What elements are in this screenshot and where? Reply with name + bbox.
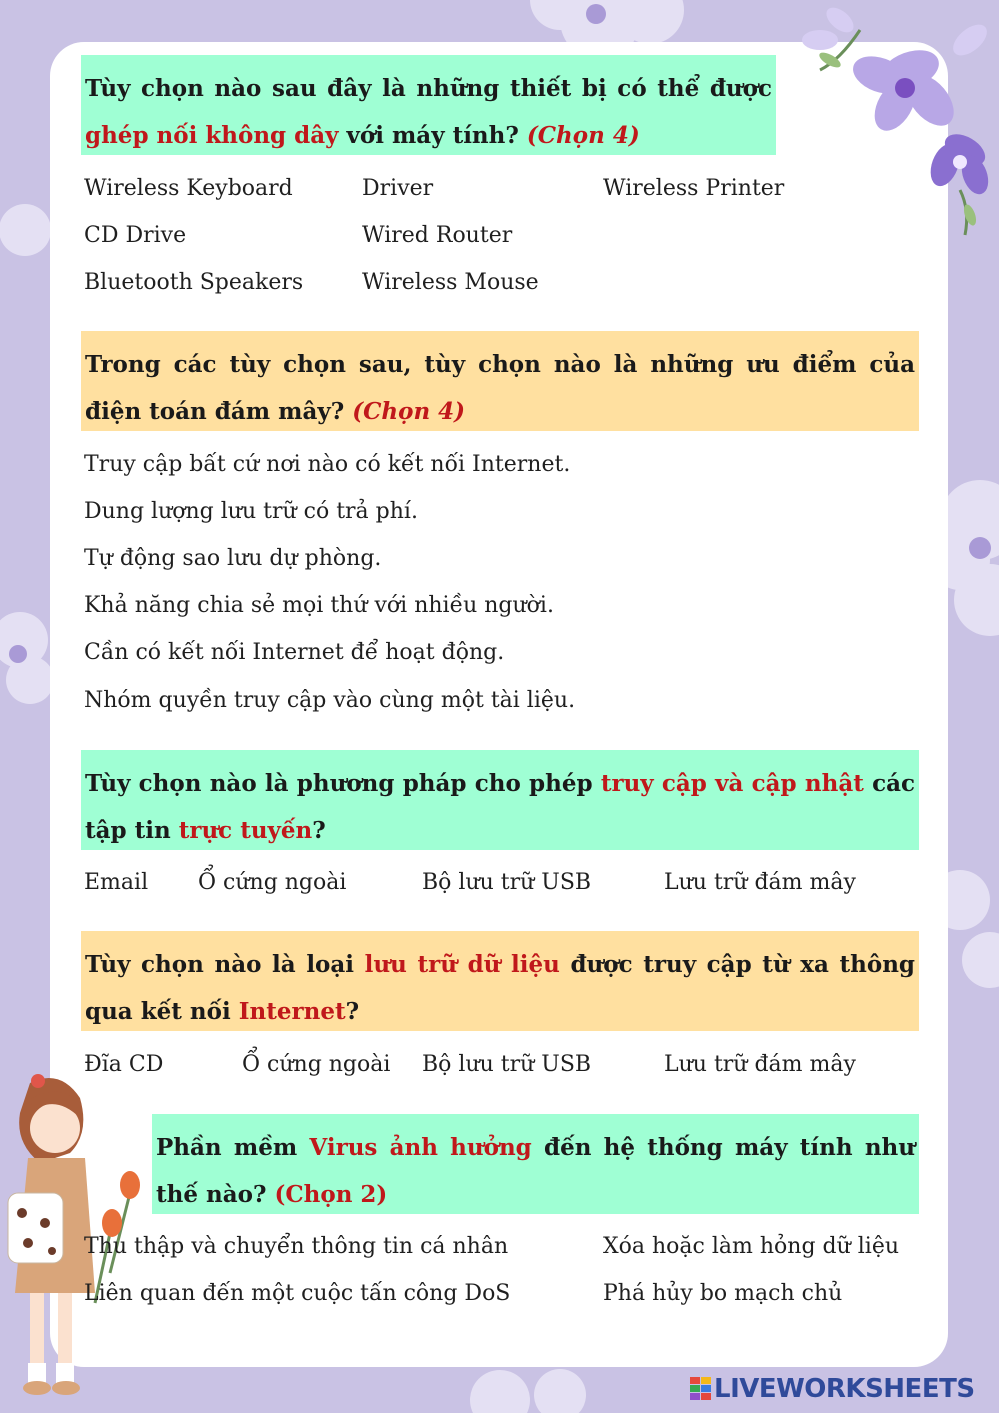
question-5-text: Phần mềm	[156, 1134, 310, 1161]
question-4-text-end: ?	[345, 998, 360, 1025]
q3-option-usb[interactable]: Bộ lưu trữ USB	[422, 870, 592, 895]
question-5-choose-count: (Chọn 2)	[274, 1181, 388, 1208]
q1-option-driver[interactable]: Driver	[362, 176, 434, 201]
q1-option-wireless-mouse[interactable]: Wireless Mouse	[362, 270, 539, 295]
question-1-highlight: ghép nối không dây	[85, 122, 339, 149]
question-3-highlight-2: trực tuyến	[178, 817, 313, 844]
question-2-choose-count: (Chọn 4)	[352, 398, 466, 425]
q1-option-bluetooth-speakers[interactable]: Bluetooth Speakers	[84, 270, 304, 295]
question-4-highlight-1: lưu trữ dữ liệu	[364, 951, 560, 978]
question-1-text-end: với máy tính?	[338, 122, 527, 149]
question-5	[152, 1114, 919, 1214]
q2-option-1[interactable]: Truy cập bất cứ nơi nào có kết nối Internet.	[84, 452, 571, 477]
liveworksheets-logo	[690, 1372, 975, 1406]
liveworksheets-mark-icon	[690, 1375, 712, 1403]
question-3-text: Tùy chọn nào là phương pháp cho phép	[85, 770, 601, 797]
question-3-highlight-1: truy cập và cập nhật	[600, 770, 864, 797]
q5-option-1[interactable]: Thu thập và chuyển thông tin cá nhân	[84, 1234, 509, 1259]
q4-option-usb[interactable]: Bộ lưu trữ USB	[422, 1052, 592, 1077]
q4-option-external-drive[interactable]: Ổ cứng ngoài	[242, 1052, 391, 1077]
question-4-highlight-2: Internet	[238, 998, 346, 1025]
q3-option-cloud[interactable]: Lưu trữ đám mây	[664, 870, 856, 895]
q1-option-cd-drive[interactable]: CD Drive	[84, 223, 187, 248]
flower-bouquet-decoration	[760, 0, 999, 240]
q2-option-5[interactable]: Cần có kết nối Internet để hoạt động.	[84, 640, 505, 665]
q4-option-cloud[interactable]: Lưu trữ đám mây	[664, 1052, 856, 1077]
question-5-text-end: đến hệ thống máy tính như thế nào?	[156, 1134, 915, 1208]
question-4-text-mid: được truy cập từ xa thông qua kết nối	[85, 951, 915, 1025]
q1-option-wired-router[interactable]: Wired Router	[362, 223, 513, 248]
liveworksheets-wordmark: LIVEWORKSHEETS	[714, 1374, 975, 1404]
question-1-text: Tùy chọn nào sau đây là những thiết bị có thể được	[85, 75, 772, 102]
q3-option-external-drive[interactable]: Ổ cứng ngoài	[198, 870, 347, 895]
q5-option-2[interactable]: Xóa hoặc làm hỏng dữ liệu	[603, 1234, 900, 1259]
question-3	[81, 750, 919, 850]
question-2	[81, 331, 919, 431]
question-1-choose-count: (Chọn 4)	[526, 122, 640, 149]
question-4-text: Tùy chọn nào là loại	[85, 951, 365, 978]
q5-option-3[interactable]: Liên quan đến một cuộc tấn công DoS	[84, 1281, 511, 1306]
q1-option-wireless-printer[interactable]: Wireless Printer	[603, 176, 785, 201]
question-5-highlight: Virus ảnh hưởng	[309, 1134, 532, 1161]
question-1	[81, 55, 776, 155]
q1-option-wireless-keyboard[interactable]: Wireless Keyboard	[84, 176, 293, 201]
q5-option-4[interactable]: Phá hủy bo mạch chủ	[603, 1281, 843, 1306]
q2-option-2[interactable]: Dung lượng lưu trữ có trả phí.	[84, 499, 418, 524]
q2-option-4[interactable]: Khả năng chia sẻ mọi thứ với nhiều người.	[84, 593, 554, 618]
q2-option-3[interactable]: Tự động sao lưu dự phòng.	[84, 546, 382, 571]
question-3-text-end: ?	[312, 817, 326, 844]
question-2-text: Trong các tùy chọn sau, tùy chọn nào là những ưu điểm của điện toán đám mây?	[85, 351, 915, 425]
question-4	[81, 931, 919, 1031]
question-3-text-mid: các tập tin	[85, 770, 916, 844]
q2-option-6[interactable]: Nhóm quyền truy cập vào cùng một tài liệu.	[84, 688, 576, 713]
q3-option-email[interactable]: Email	[84, 870, 149, 895]
q4-option-cd[interactable]: Đĩa CD	[84, 1052, 164, 1077]
